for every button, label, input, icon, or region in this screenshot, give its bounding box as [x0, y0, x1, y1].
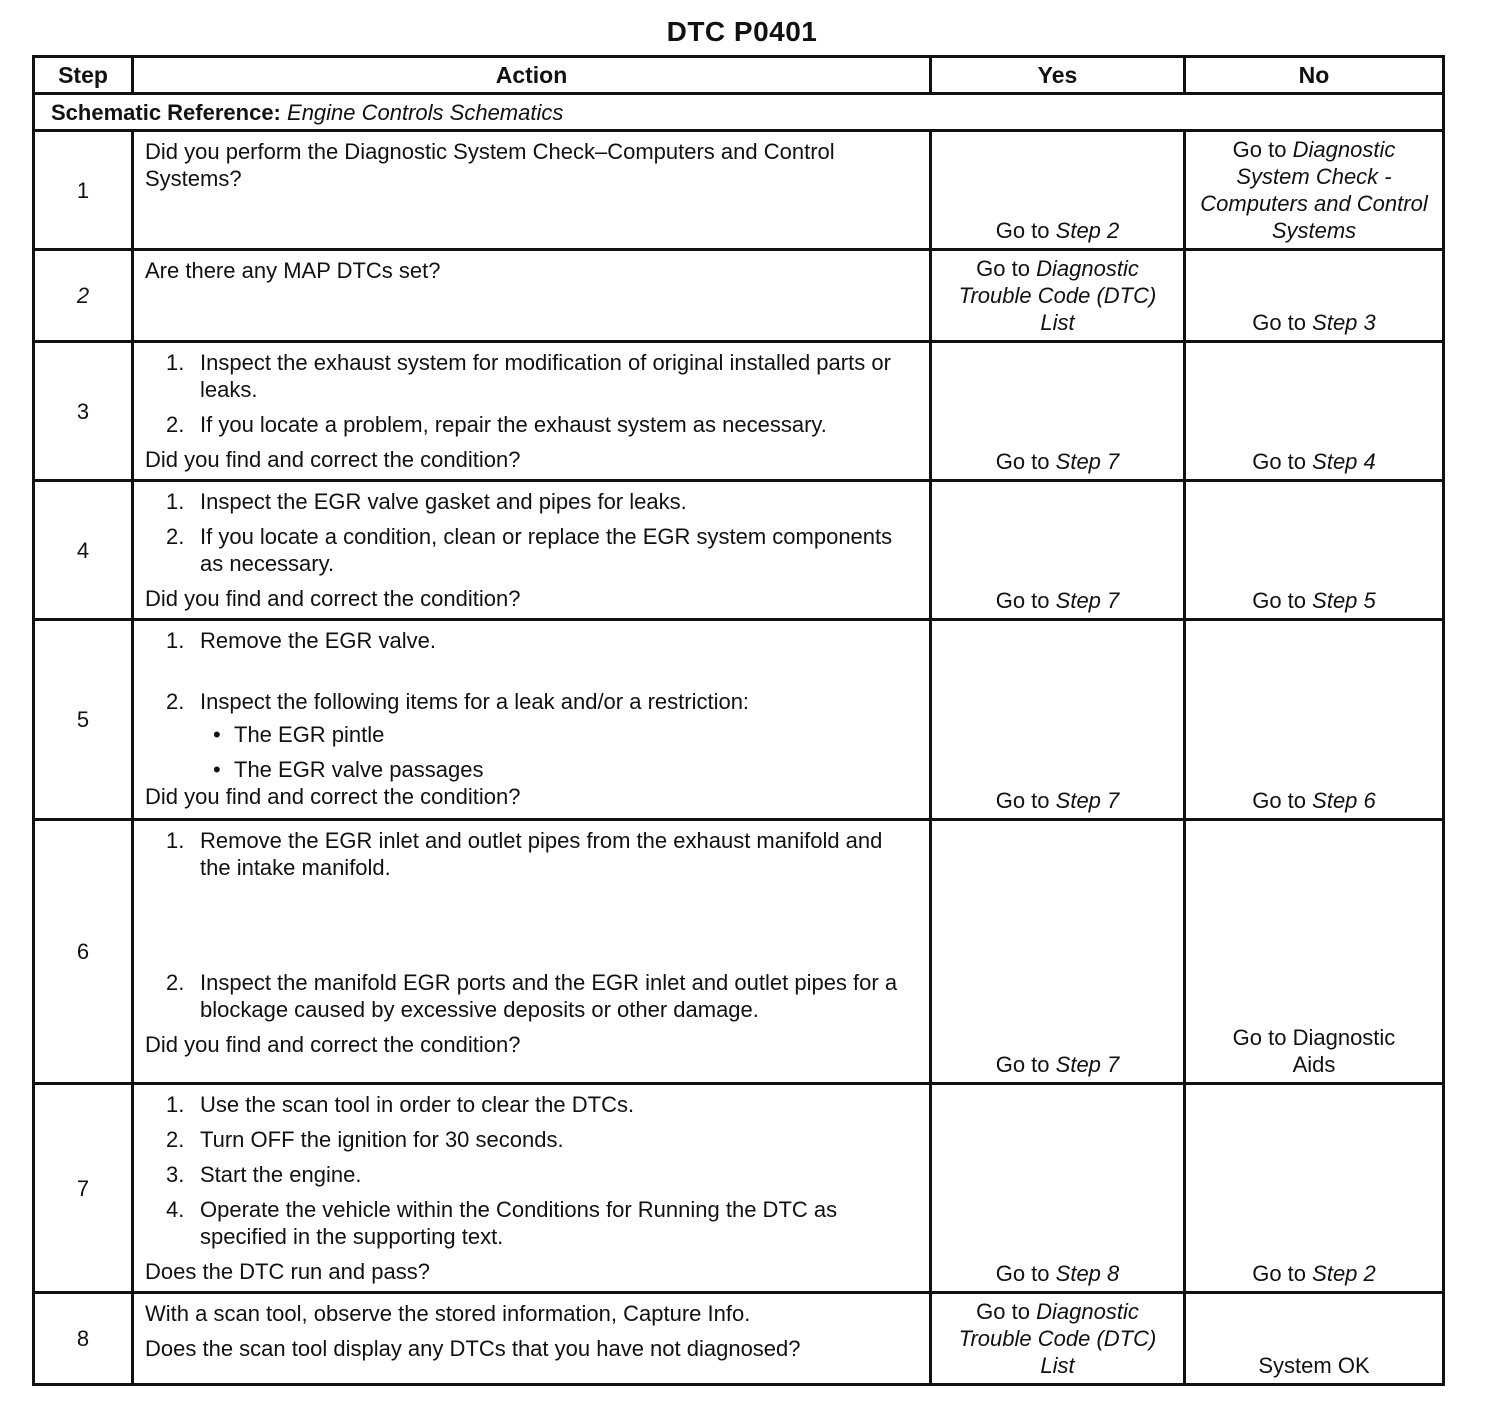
- bullet-list: [200, 721, 919, 783]
- yes-link[interactable]: Diagnostic Trouble Code (DTC) List: [958, 256, 1157, 335]
- yes-cell: [931, 1293, 1185, 1385]
- action-list: [145, 488, 919, 577]
- schematic-reference-link[interactable]: Engine Controls Schematics: [287, 99, 564, 125]
- no-link[interactable]: Step 4: [1312, 449, 1376, 474]
- schematic-reference: [34, 94, 1444, 131]
- table-row: [34, 342, 1444, 481]
- go-to-label: Go to: [995, 1261, 1050, 1286]
- column-header-yes: Yes: [931, 57, 1185, 94]
- list-item: 1. Remove the EGR valve.: [166, 628, 436, 653]
- yes-link[interactable]: Step 7: [1055, 788, 1120, 813]
- no-cell: [1185, 481, 1444, 620]
- page-title: DTC P0401: [666, 16, 818, 47]
- no-link[interactable]: Diagnostic System Check - Computers and Control Systems: [1200, 137, 1428, 243]
- action-cell: [133, 1084, 931, 1293]
- column-header-action: Action: [133, 57, 931, 94]
- step-number: 4: [34, 481, 133, 620]
- schematic-reference-label: Schematic Reference:: [51, 99, 281, 125]
- yes-link[interactable]: Step 7: [1055, 588, 1120, 613]
- action-cell: [133, 342, 931, 481]
- action-question: Does the DTC run and pass?: [145, 1259, 430, 1284]
- action-question: Did you find and correct the condition?: [145, 784, 521, 809]
- no-cell: [1185, 820, 1444, 1084]
- column-header-step: Step: [34, 57, 133, 94]
- table-row: [34, 1084, 1444, 1293]
- go-to-label: Go to: [1252, 1261, 1307, 1286]
- list-item: 3. Start the engine.: [166, 1162, 362, 1187]
- no-link[interactable]: Go to Diagnostic Aids: [1232, 1025, 1396, 1077]
- action-list: [145, 349, 919, 438]
- action-list: [145, 1091, 919, 1250]
- no-link[interactable]: Step 5: [1312, 588, 1376, 613]
- action-question: Did you find and correct the condition?: [145, 586, 521, 611]
- go-to-label: Go to: [995, 1052, 1050, 1077]
- go-to-label: Go to: [1252, 588, 1307, 613]
- list-item: 4. Operate the vehicle within the Conditions for Running the DTC as specified in the supporting text.: [166, 1197, 838, 1249]
- yes-link[interactable]: Step 7: [1055, 449, 1120, 474]
- bullet-item: • The EGR valve passages: [200, 756, 919, 783]
- list-item: 1. Remove the EGR inlet and outlet pipes from the exhaust manifold and the intake manifold.: [166, 828, 883, 880]
- action-text: Did you perform the Diagnostic System Check–Computers and Control Systems?: [145, 139, 835, 191]
- go-to-label: Go to: [995, 788, 1050, 813]
- no-link[interactable]: System OK: [1258, 1353, 1370, 1378]
- list-item: 2. Inspect the following items for a leak and/or a restriction: • The EGR pintle • The EGR valve passages: [145, 688, 919, 783]
- list-item: 1. Inspect the exhaust system for modification of original installed parts or leaks.: [166, 350, 891, 402]
- step-number: 2: [34, 250, 133, 342]
- yes-cell: [931, 620, 1185, 820]
- yes-cell: [931, 131, 1185, 250]
- diagnostic-table: [32, 55, 1445, 1386]
- go-to-label: Go to: [976, 256, 1030, 281]
- go-to-label: Go to: [995, 218, 1050, 243]
- schematic-reference-row: [34, 94, 1444, 131]
- list-item: 1. Inspect the EGR valve gasket and pipes for leaks.: [166, 489, 687, 514]
- list-item: 2. Turn OFF the ignition for 30 seconds.: [166, 1127, 564, 1152]
- go-to-label: Go to: [995, 449, 1050, 474]
- no-link[interactable]: Step 2: [1312, 1261, 1376, 1286]
- action-list: [145, 627, 919, 783]
- action-question: Did you find and correct the condition?: [145, 447, 521, 472]
- step-number: 5: [34, 620, 133, 820]
- table-row: [34, 481, 1444, 620]
- action-text: With a scan tool, observe the stored information, Capture Info.: [145, 1301, 751, 1326]
- action-cell: [133, 131, 931, 250]
- bullet-item: • The EGR pintle: [200, 721, 919, 748]
- no-cell: [1185, 1293, 1444, 1385]
- step-number: 7: [34, 1084, 133, 1293]
- yes-cell: [931, 250, 1185, 342]
- action-question: Did you find and correct the condition?: [145, 1032, 521, 1057]
- action-question: Does the scan tool display any DTCs that you have not diagnosed?: [145, 1336, 801, 1361]
- table-row: [34, 250, 1444, 342]
- action-cell: [133, 1293, 931, 1385]
- no-cell: [1185, 1084, 1444, 1293]
- list-item: 2. Inspect the manifold EGR ports and the EGR inlet and outlet pipes for a blockage caused by excessive deposits or other damage.: [166, 970, 898, 1022]
- go-to-label: Go to: [1252, 310, 1307, 335]
- list-item: 1. Use the scan tool in order to clear the DTCs.: [166, 1092, 635, 1117]
- list-item: 2. If you locate a condition, clean or replace the EGR system components as necessary.: [166, 524, 893, 576]
- yes-link[interactable]: Diagnostic Trouble Code (DTC) List: [958, 1299, 1157, 1378]
- step-number: 6: [34, 820, 133, 1084]
- list-item: 2. If you locate a problem, repair the exhaust system as necessary.: [166, 412, 827, 437]
- yes-cell: [931, 342, 1185, 481]
- table-row: [34, 620, 1444, 820]
- no-cell: [1185, 250, 1444, 342]
- action-cell: [133, 481, 931, 620]
- table-row: [34, 131, 1444, 250]
- action-list: [145, 827, 919, 1023]
- table-row: [34, 1293, 1444, 1385]
- column-header-no: No: [1185, 57, 1444, 94]
- header-row: [34, 57, 1444, 94]
- go-to-label: Go to: [1252, 788, 1307, 813]
- go-to-label: Go to: [976, 1299, 1030, 1324]
- action-text: Are there any MAP DTCs set?: [145, 258, 441, 283]
- yes-cell: [931, 481, 1185, 620]
- no-link[interactable]: Step 6: [1312, 788, 1376, 813]
- step-number: 1: [34, 131, 133, 250]
- go-to-label: Go to: [1252, 449, 1307, 474]
- yes-link[interactable]: Step 8: [1055, 1261, 1120, 1286]
- go-to-label: Go to: [1232, 137, 1287, 162]
- yes-link[interactable]: Step 2: [1055, 218, 1120, 243]
- go-to-label: Go to: [995, 588, 1050, 613]
- action-cell: [133, 620, 931, 820]
- yes-link[interactable]: Step 7: [1055, 1052, 1120, 1077]
- no-link[interactable]: Step 3: [1312, 310, 1376, 335]
- action-cell: [133, 250, 931, 342]
- action-cell: [133, 820, 931, 1084]
- table-row: [34, 820, 1444, 1084]
- step-number: 8: [34, 1293, 133, 1385]
- yes-cell: [931, 1084, 1185, 1293]
- no-cell: [1185, 131, 1444, 250]
- step-number: 3: [34, 342, 133, 481]
- no-cell: [1185, 620, 1444, 820]
- yes-cell: [931, 820, 1185, 1084]
- no-cell: [1185, 342, 1444, 481]
